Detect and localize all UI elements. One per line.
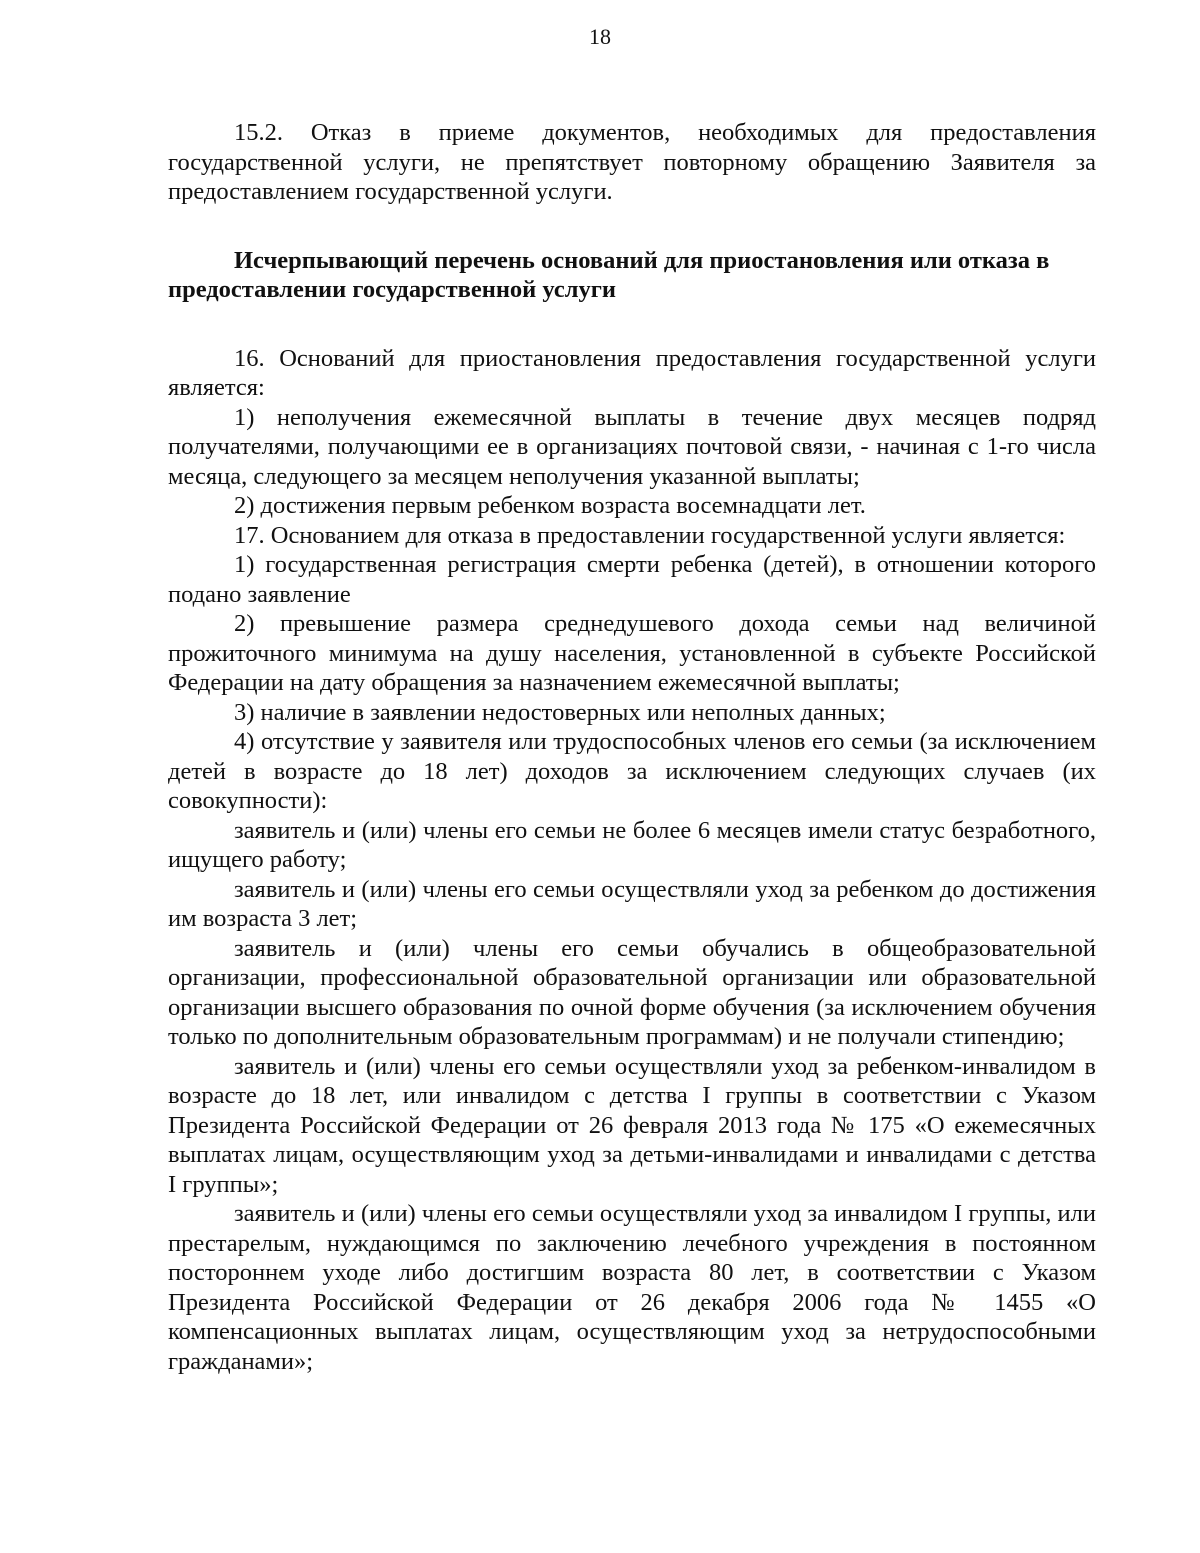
exception-case-disabled-adult-care: заявитель и (или) члены его семьи осуществляли уход за инвалидом I группы, или престарелым, нуждающимся по заключению лечебного учреждения в постоянном постороннем уходе либо достигшим возраста 80 лет, в соответствии с Указом Президента Российской Федерации от 26 декабря 2006 года № 1455 «О компенсационных выплатах лицам, осуществляющим уход за нетрудоспособными гражданами»; xyxy=(168,1200,1096,1375)
section-heading: Исчерпывающий перечень оснований для приостановления или отказа в предоставлении государственной услуги xyxy=(168,246,1050,303)
paragraph-17: 17. Основанием для отказа в предоставлении государственной услуги является: xyxy=(234,521,1066,549)
page-number: 18 xyxy=(589,24,611,49)
exception-case-unemployed: заявитель и (или) члены его семьи не более 6 месяцев имели статус безработного, ищущего работу; xyxy=(168,816,1096,873)
paragraph-16-item-2: 2) достижения первым ребенком возраста восемнадцати лет. xyxy=(234,492,866,519)
exception-case-disabled-child-care: заявитель и (или) члены его семьи осуществляли уход за ребенком-инвалидом в возрасте до 18 лет, или инвалидом с детства I группы в соответствии с Указом Президента Российской Федерации от 26 февраля 2013 года № 175 «О ежемесячных выплатах лицам, осуществляющим уход за детьми-инвалидами и инвалидами с детства I группы»; xyxy=(168,1052,1096,1198)
paragraph-17-item-3: 3) наличие в заявлении недостоверных или неполных данных; xyxy=(234,698,886,726)
paragraph-16-item-1: 1) неполучения ежемесячной выплаты в течение двух месяцев подряд получателями, получающими ее в организациях почтовой связи, - начиная с 1-го числа месяца, следующего за месяцем неполучения указанной выплаты; xyxy=(168,403,1096,490)
paragraph-16: 16. Оснований для приостановления предоставления государственной услуги является: xyxy=(168,344,1096,401)
document-body xyxy=(168,118,1096,1376)
exception-case-education: заявитель и (или) члены его семьи обучались в общеобразовательной организации, профессиональной образовательной организации или образовательной организации высшего образования по очной форме обучения (за исключением обучения только по дополнительным образовательным программам) и не получали стипендию; xyxy=(168,934,1096,1050)
paragraph-17-item-1: 1) государственная регистрация смерти ребенка (детей), в отношении которого подано заявление xyxy=(168,551,1096,608)
exception-case-child-care: заявитель и (или) члены его семьи осуществляли уход за ребенком до достижения им возраста 3 лет; xyxy=(168,875,1096,932)
paragraph-17-item-2: 2) превышение размера среднедушевого дохода семьи над величиной прожиточного минимума на душу населения, установленной в субъекте Российской Федерации на дату обращения за назначением ежемесячной выплаты; xyxy=(168,610,1096,696)
paragraph-15-2: 15.2. Отказ в приеме документов, необходимых для предоставления государственной услуги, не препятствует повторному обращению Заявителя за предоставлением государственной услуги. xyxy=(168,119,1096,205)
paragraph-17-item-4: 4) отсутствие у заявителя или трудоспособных членов его семьи (за исключением детей в возрасте до 18 лет) доходов за исключением следующих случаев (их совокупности): xyxy=(168,728,1096,814)
